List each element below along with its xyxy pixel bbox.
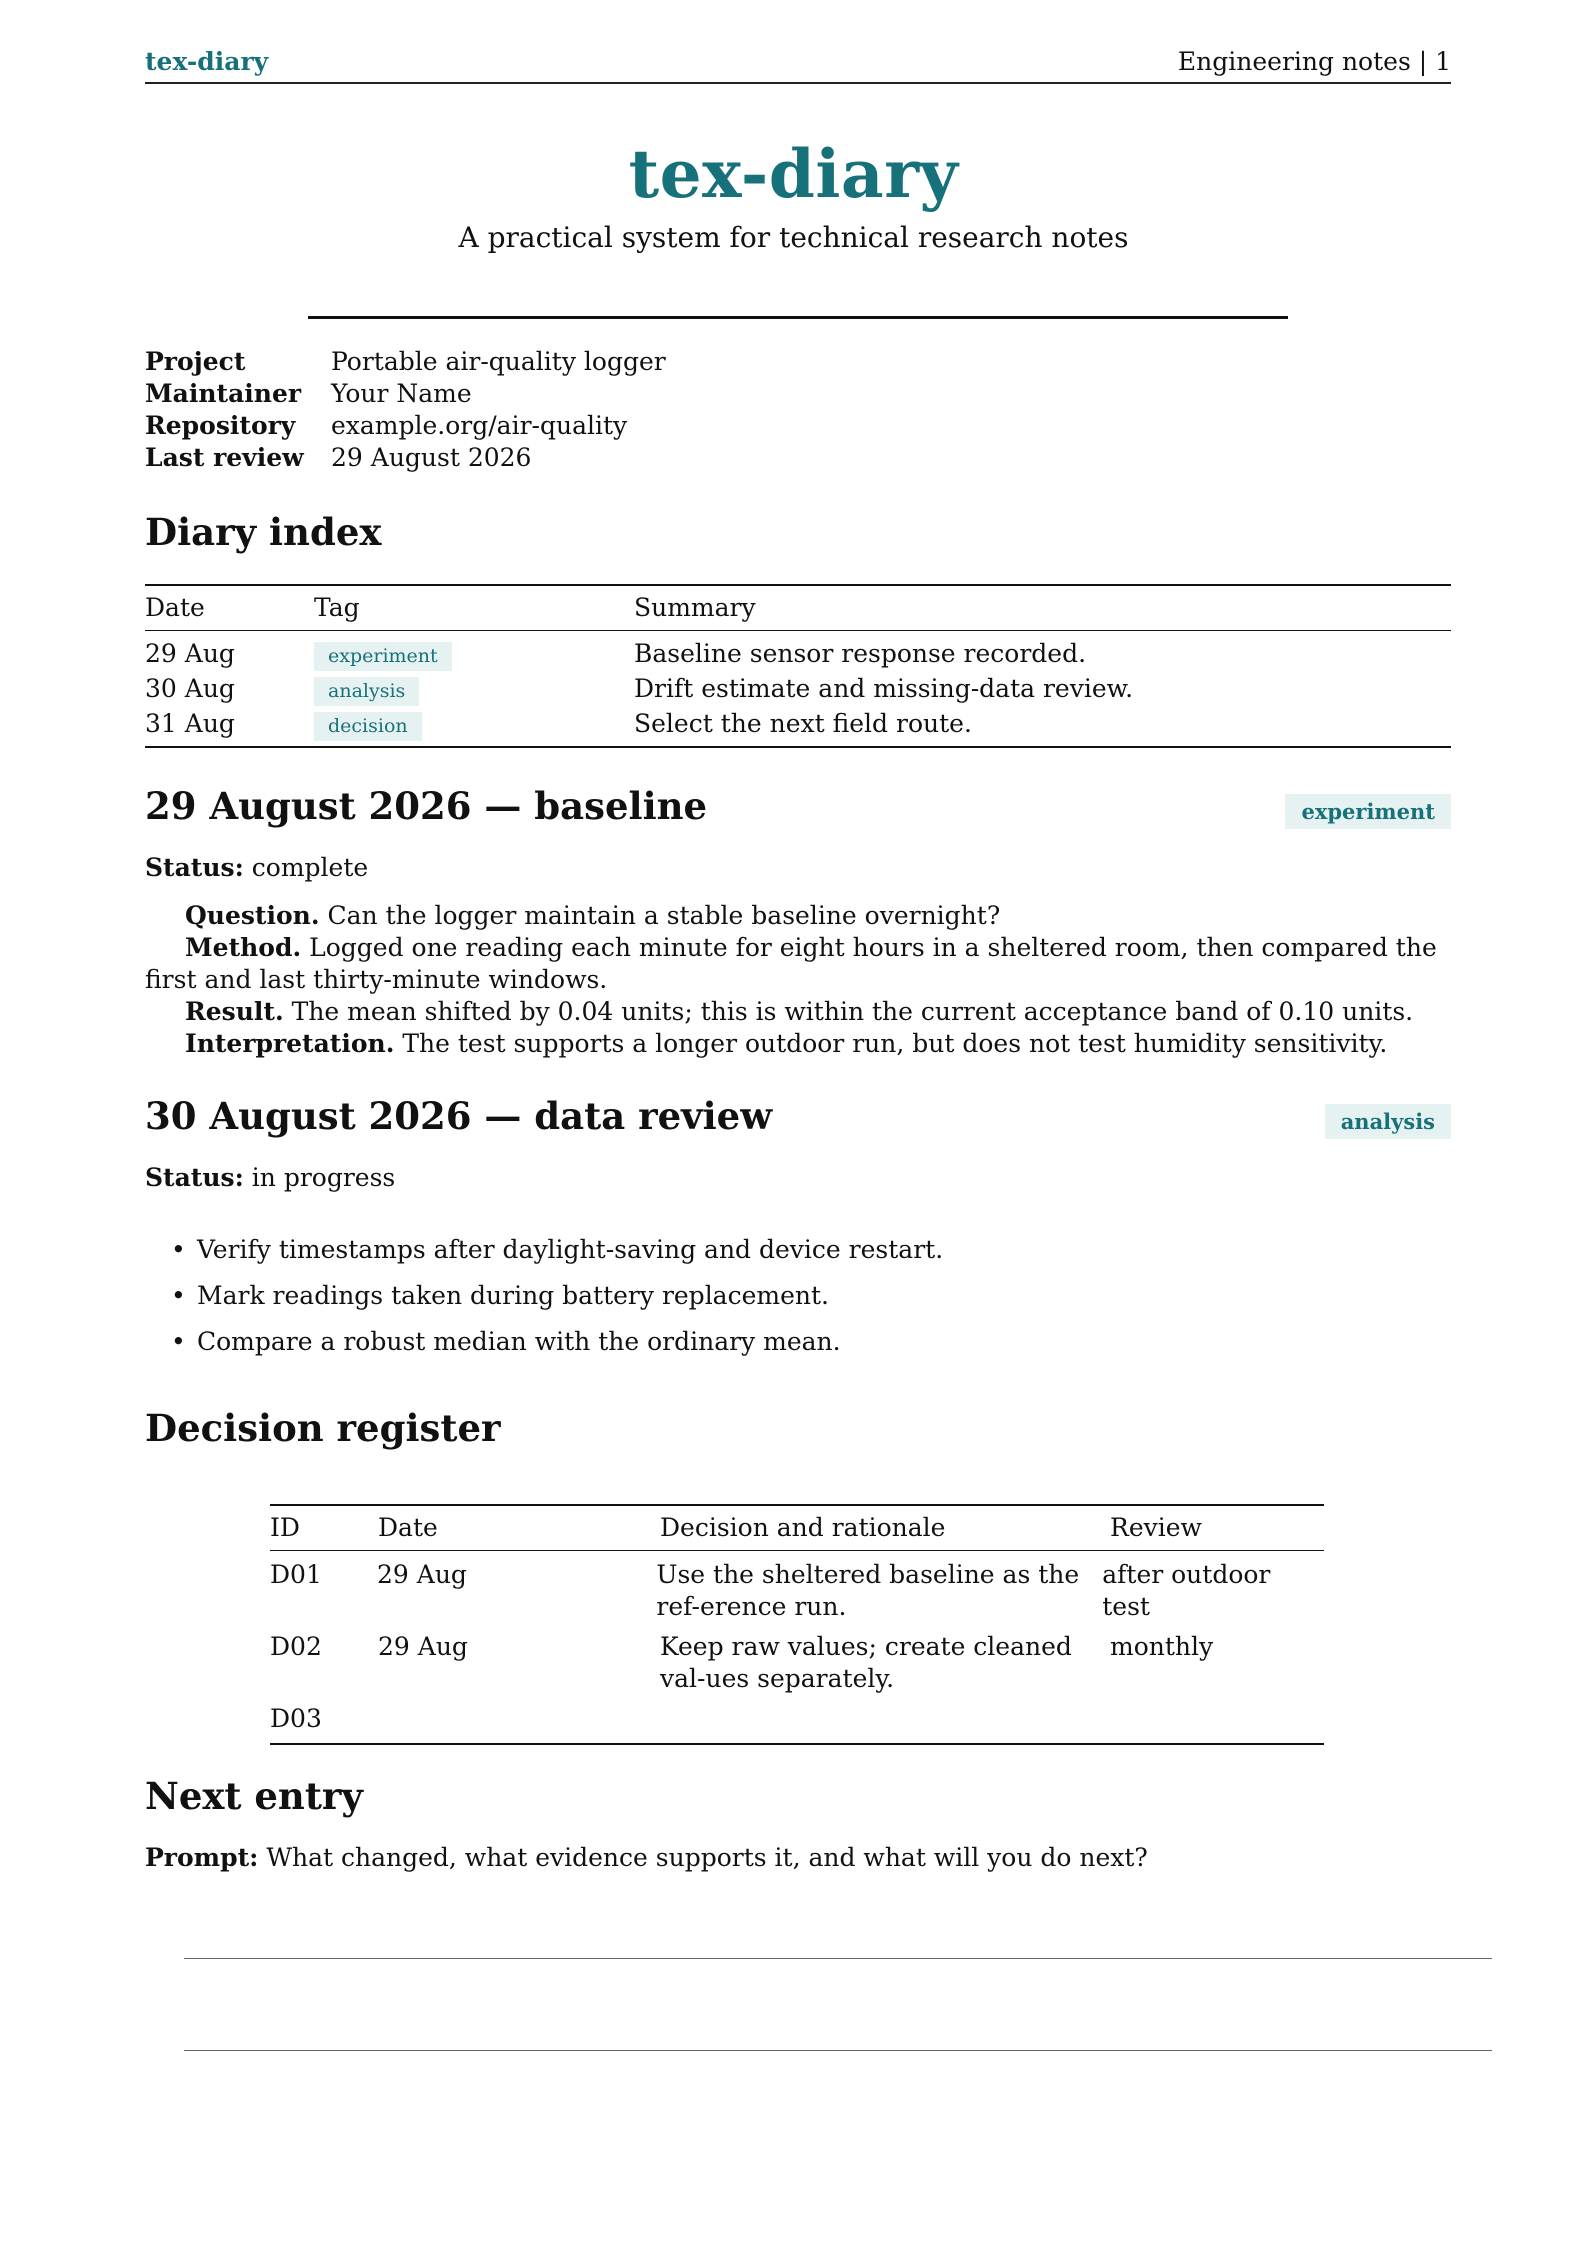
decision-text [660,1703,1110,1735]
prompt-label: Prompt: [145,1843,259,1872]
entry-status [145,852,368,885]
writing-line[interactable] [184,1958,1492,1959]
decision-date: 29 Aug [377,1560,467,1589]
column-header: Review [1110,1512,1202,1542]
entry-heading: 30 August 2026 — data review [145,1094,773,1138]
tag-chip: experiment [314,642,452,672]
diary-index-table [145,584,1451,748]
prompt-text: What changed, what evidence supports it, and what will you do next? [266,1843,1148,1872]
paragraph-label: Method. [185,933,302,962]
list-item: • Mark readings taken during battery replacement. [145,1280,1451,1326]
entry-body [145,900,1451,1060]
decision-review: after outdoor test [1102,1560,1271,1621]
next-entry-heading: Next entry [145,1774,363,1818]
table-row [270,1695,1324,1743]
row-summary: Baseline sensor response recorded. [634,639,1087,669]
column-header: Summary [634,592,756,622]
row-summary: Drift estimate and missing-data review. [634,674,1134,704]
page-title: tex-diary [628,135,959,213]
entry-tag-badge: experiment [1285,794,1451,829]
paragraph-text: Logged one reading each minute for eight hours in a sheltered room, then compared the first and last thirty-minute windows. [145,933,1437,994]
row-date: 30 Aug [145,674,235,704]
paragraph-text: The mean shifted by 0.04 units; this is within the current acceptance band of 0.10 units. [291,997,1414,1026]
table-row [145,637,1451,672]
running-header-left: tex-diary [145,47,269,76]
entry-paragraph [145,932,1451,996]
entry-paragraph [145,996,1451,1028]
title-rule [308,316,1288,319]
table-header [270,1506,1324,1550]
decision-register-heading: Decision register [145,1406,501,1450]
meta-value: example.org/air-quality [331,411,628,440]
column-header: ID [270,1512,300,1542]
table-row [145,707,1451,742]
tag-chip: analysis [314,677,419,707]
table-row [270,1551,1324,1623]
entry-paragraph [145,900,1451,932]
status-label: Status: [145,853,244,882]
decision-text: Keep raw values; create cleaned val-ues separately. [660,1632,1072,1693]
diary-index-heading: Diary index [145,510,382,554]
decision-id: D03 [270,1704,322,1733]
column-header: Tag [314,592,360,622]
column-header: Decision and rationale [660,1512,946,1542]
meta-row [145,442,666,474]
paragraph-label: Result. [185,997,284,1026]
row-date: 29 Aug [145,639,235,669]
meta-key: Maintainer [145,379,302,408]
decision-text: Use the sheltered baseline as the ref-erence run. [656,1560,1080,1621]
decision-review: monthly [1110,1632,1214,1661]
list-item: • Verify timestamps after daylight-saving and device restart. [145,1234,1451,1280]
list-item: • Compare a robust median with the ordinary mean. [145,1326,1451,1372]
entry-status [145,1162,395,1195]
decision-date: 29 Aug [378,1632,468,1661]
paragraph-text: Can the logger maintain a stable baseline overnight? [327,901,1001,930]
writing-line[interactable] [184,2050,1492,2051]
decision-date [378,1703,660,1735]
next-entry-prompt [145,1842,1148,1875]
entry-heading: 29 August 2026 — baseline [145,784,708,828]
meta-value: Your Name [331,379,472,408]
row-date: 31 Aug [145,709,235,739]
table-row [270,1623,1324,1695]
meta-table [145,346,666,474]
meta-value: Portable air-quality logger [331,347,666,376]
column-header: Date [378,1512,438,1542]
paragraph-label: Question. [185,901,320,930]
header-rule [145,82,1451,84]
meta-row [145,410,666,442]
row-summary: Select the next field route. [634,709,972,739]
meta-row [145,378,666,410]
decision-id: D01 [270,1560,322,1589]
status-value: complete [251,853,369,882]
paragraph-text: The test supports a longer outdoor run, but does not test humidity sensitivity. [402,1029,1388,1058]
decision-register-table [270,1504,1324,1745]
meta-key: Project [145,347,246,376]
table-row [145,672,1451,707]
bullet-list [145,1234,1451,1372]
entry-paragraph [145,1028,1451,1060]
entry-tag-badge: analysis [1325,1104,1451,1139]
tag-chip: decision [314,712,422,742]
running-header-right: Engineering notes | 1 [1177,47,1451,76]
table-header [145,586,1451,630]
meta-key: Last review [145,443,304,472]
decision-id: D02 [270,1632,322,1661]
status-label: Status: [145,1163,244,1192]
column-header: Date [145,592,205,622]
page-subtitle: A practical system for technical research notes [458,221,1129,254]
meta-value: 29 August 2026 [331,443,532,472]
meta-key: Repository [145,411,296,440]
meta-row [145,346,666,378]
paragraph-label: Interpretation. [185,1029,395,1058]
status-value: in progress [251,1163,396,1192]
